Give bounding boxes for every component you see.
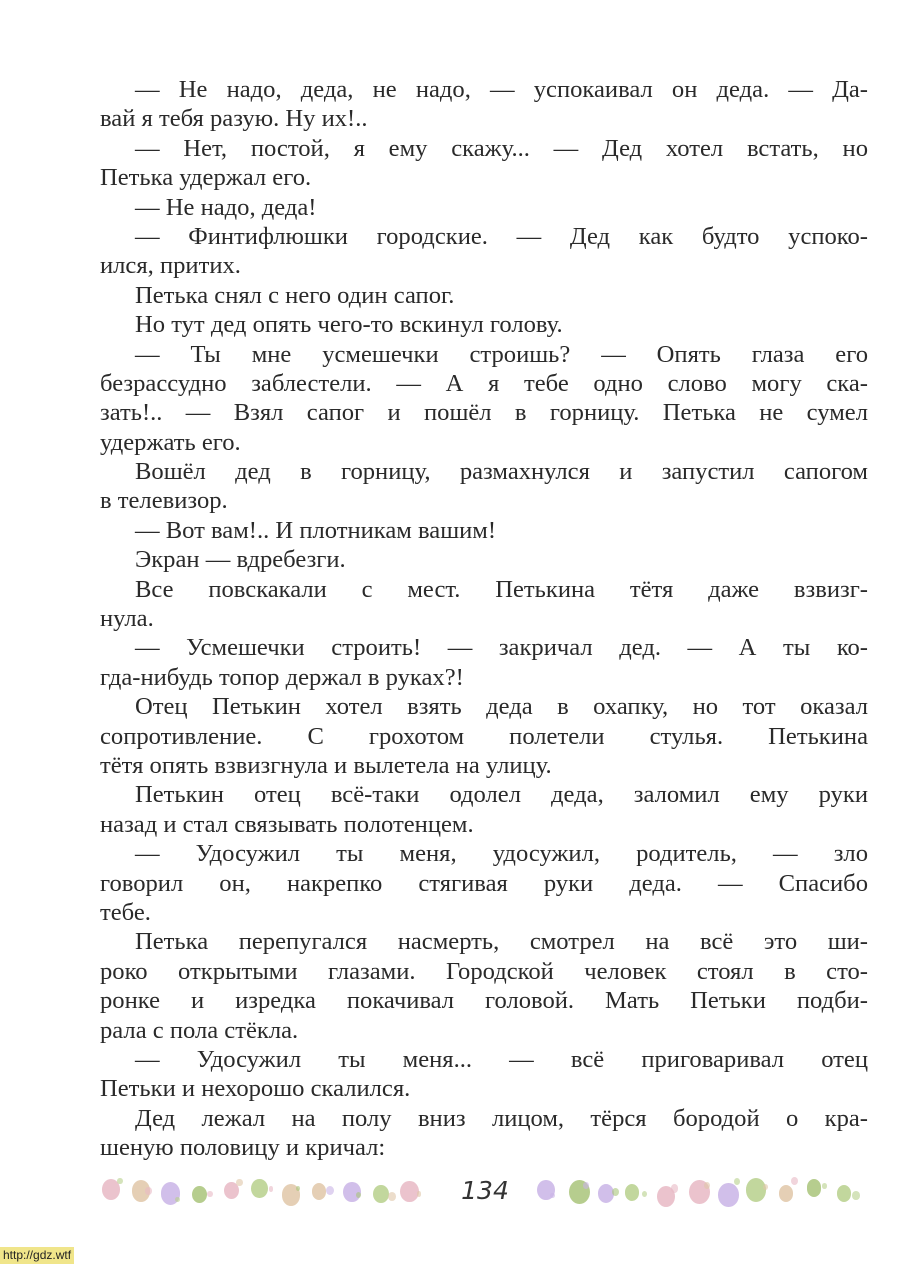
text-line: ился, притих.: [100, 252, 241, 280]
ornament-dot-icon: [671, 1184, 679, 1193]
ornament-dot-icon: [837, 1185, 851, 1202]
text-line: вай я тебя разую. Ну их!..: [100, 105, 368, 133]
ornament-dot-icon: [612, 1188, 619, 1196]
ornament-dot-icon: [583, 1182, 589, 1189]
text-line: ронке и изредка покачивал головой. Мать Петьки подби-: [100, 987, 868, 1015]
text-line: Петька перепугался насмерть, смотрел на всё это ши-: [135, 928, 868, 956]
text-line: — Нет, постой, я ему скажу... — Дед хотел встать, но: [135, 134, 868, 162]
ornament-dot-icon: [807, 1179, 822, 1196]
ornament-dot-icon: [763, 1184, 768, 1190]
text-line: — Финтифлюшки городские. — Дед как будто успоко-: [135, 222, 868, 250]
ornament-dot-icon: [388, 1192, 396, 1201]
floral-ornament-right: [535, 1172, 870, 1208]
text-line: Вошёл дед в горницу, размахнулся и запустил сапогом: [135, 458, 868, 486]
ornament-dot-icon: [192, 1186, 207, 1203]
text-line: — Удосужил ты меня, удосужил, родитель, — зло: [135, 840, 868, 868]
text-line: Петька снял с него один сапог.: [135, 281, 455, 309]
ornament-dot-icon: [625, 1184, 639, 1200]
text-line: удержать его.: [100, 428, 241, 456]
floral-ornament-left: [100, 1172, 435, 1208]
ornament-dot-icon: [326, 1186, 334, 1195]
text-line: безрассудно заблестели. — А я тебе одно слово могу ска-: [100, 369, 868, 397]
text-line: тётя опять взвизгнула и вылетела на улицу.: [100, 751, 552, 779]
page-footer: [100, 1170, 870, 1210]
text-line: сопротивление. С грохотом полетели стулья. Петькина: [100, 722, 868, 750]
ornament-dot-icon: [251, 1179, 268, 1198]
ornament-dot-icon: [207, 1191, 213, 1198]
ornament-dot-icon: [117, 1178, 123, 1185]
text-line: нула.: [100, 605, 154, 633]
ornament-dot-icon: [312, 1183, 326, 1200]
text-line: Петьки и нехорошо скалился.: [100, 1075, 411, 1103]
text-line: говорил он, накрепко стягивая руки деда. — Спасибо: [100, 869, 868, 897]
text-line: роко открытыми глазами. Городской человек стоял в сто-: [100, 957, 868, 985]
ornament-dot-icon: [400, 1181, 418, 1202]
text-line: Все повскакали с мест. Петькина тётя даже взвизг-: [135, 575, 868, 603]
ornament-dot-icon: [417, 1191, 422, 1197]
ornament-dot-icon: [269, 1186, 274, 1192]
text-line: — Удосужил ты меня... — всё приговаривал отец: [135, 1045, 868, 1073]
text-line: Отец Петькин хотел взять деда в охапку, но тот оказал: [135, 693, 868, 721]
text-line: — Не надо, деда!: [135, 193, 317, 221]
text-line: гда-нибудь топор держал в руках?!: [100, 663, 464, 691]
text-line: Петькин отец всё-таки одолел деда, заломил ему руки: [135, 781, 868, 809]
text-line: шеную половицу и кричал:: [100, 1134, 386, 1162]
ornament-dot-icon: [704, 1182, 711, 1189]
ornament-dot-icon: [236, 1179, 242, 1186]
ornament-dot-icon: [145, 1187, 152, 1195]
text-line: Дед лежал на полу вниз лицом, тёрся бородой о кра-: [135, 1104, 868, 1132]
ornament-dot-icon: [550, 1193, 555, 1198]
ornament-dot-icon: [822, 1183, 827, 1188]
ornament-dot-icon: [356, 1192, 361, 1198]
ornament-dot-icon: [175, 1197, 180, 1202]
text-line: Но тут дед опять чего-то вскинул голову.: [135, 311, 563, 339]
text-line: — Вот вам!.. И плотникам вашим!: [135, 516, 497, 544]
ornament-dot-icon: [718, 1183, 739, 1207]
text-line: — Ты мне усмешечки строишь? — Опять глаза его: [135, 340, 868, 368]
text-line: зать!.. — Взял сапог и пошёл в горницу. Петька не сумел: [100, 399, 868, 427]
ornament-dot-icon: [734, 1178, 740, 1185]
text-line: тебе.: [100, 898, 151, 926]
text-line: Петька удержал его.: [100, 164, 312, 192]
text-line: Экран — вдребезги.: [135, 546, 346, 574]
ornament-dot-icon: [746, 1178, 766, 1202]
ornament-dot-icon: [296, 1186, 301, 1191]
ornament-dot-icon: [791, 1177, 798, 1185]
text-line: рала с пола стёкла.: [100, 1016, 299, 1044]
ornament-dot-icon: [779, 1185, 794, 1202]
ornament-dot-icon: [642, 1191, 647, 1197]
text-line: назад и стал связывать полотенцем.: [100, 810, 474, 838]
ornament-dot-icon: [852, 1191, 860, 1200]
watermark-link[interactable]: http://gdz.wtf: [0, 1247, 74, 1264]
text-line: — Не надо, деда, не надо, — успокаивал он деда. — Да-: [135, 76, 868, 103]
page-body-text: [100, 75, 868, 1162]
text-line: в телевизор.: [100, 487, 228, 515]
text-line: — Усмешечки строить! — закричал дед. — А ты ко-: [135, 634, 868, 662]
page-number: 134: [461, 1175, 509, 1205]
ornament-dot-icon: [373, 1185, 389, 1204]
